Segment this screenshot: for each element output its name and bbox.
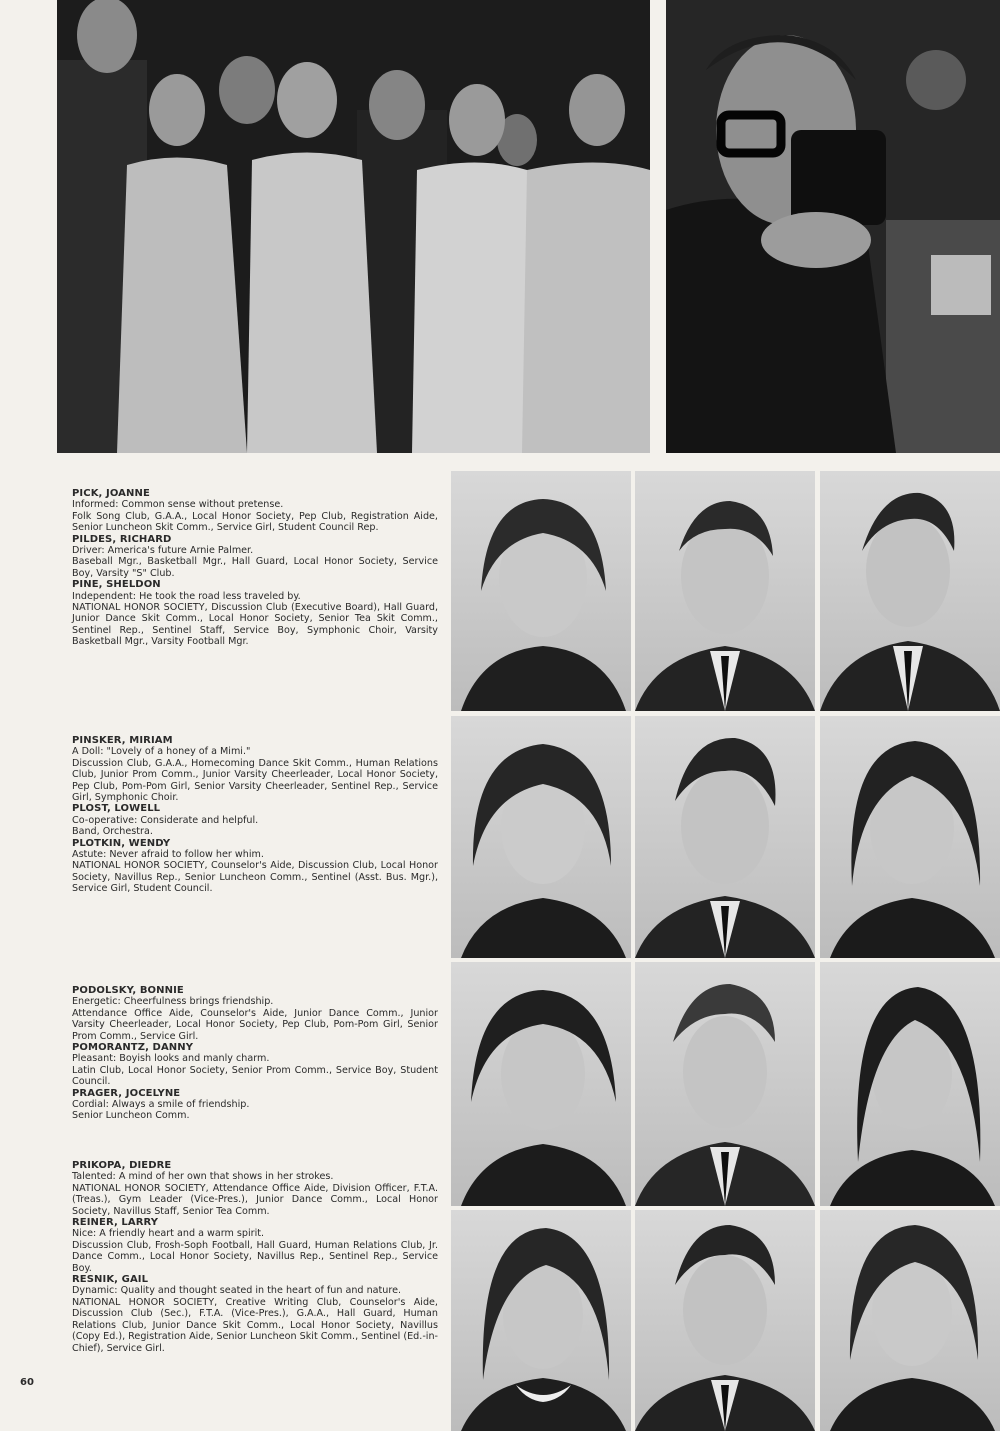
page-number: 60 [20,1377,34,1388]
portrait-prager-jocelyne [820,962,1000,1206]
entry-plotkin-wendy [72,838,438,895]
portrait-pinsker-miriam [451,716,631,958]
senior-name: PODOLSKY, BONNIE [72,985,184,996]
senior-activities: Folk Song Club, G.A.A., Local Honor Society, Pep Club, Registration Aide, Senior Luncheon Skit Comm., Service Girl, Student Council Rep. [72,510,438,534]
senior-activities: Senior Luncheon Comm. [72,1110,190,1122]
senior-activities: NATIONAL HONOR SOCIETY, Discussion Club (Executive Board), Hall Guard, Junior Dance Skit Comm., Local Honor Society, Senior Tea Skit Comm., Sentinel Rep., Sentinel Staff, Service Boy, Symphonic Choir, Varsity Basketball Mgr., Varsity Football Mgr. [72,602,438,648]
portrait-prikopa-diedre [451,1210,631,1431]
portrait-plost-lowell [635,716,815,958]
senior-motto: Cordial: Always a smile of friendship. [72,1099,250,1111]
senior-name: PICK, JOANNE [72,488,150,499]
senior-activities: Discussion Club, G.A.A., Homecoming Dance Skit Comm., Human Relations Club, Junior Prom Comm., Junior Varsity Cheerleader, Local Honor Society, Pep Club, Pom-Pom Girl, Senior Varsity Cheerleader, Sentinel Rep., Service Girl, Symphonic Choir. [72,757,438,804]
senior-name: RESNIK, GAIL [72,1274,149,1286]
senior-name: PILDES, RICHARD [72,533,172,545]
entry-pick-joanne [72,488,438,534]
senior-activities: NATIONAL HONOR SOCIETY, Attendance Office Aide, Division Officer, F.T.A. (Treas.), Gym Leader (Vice-Pres.), Junior Dance Comm., Local Honor Society, Navillus Staff, Senior Tea Comm. [72,1182,438,1217]
entry-resnik-gail [72,1274,438,1354]
entry-pine-sheldon [72,579,438,647]
senior-activities: NATIONAL HONOR SOCIETY, Creative Writing Club, Counselor's Aide, Discussion Club (Sec.), F.T.A. (Vice-Pres.), G.A.A., Hall Guard, Human Relations Club, Junior Dance Skit Comm., Local Honor Society, Navillus (Copy Ed.), Registration Aide, Senior Luncheon Skit Comm., Sentinel (Ed.-in-Chief), Service Girl. [72,1296,438,1354]
senior-activities: Band, Orchestra. [72,826,153,838]
entry-pomorantz-danny [72,1042,438,1088]
text-block-row-2 [72,735,438,895]
senior-motto: Energetic: Cheerfulness brings friendship. [72,996,274,1008]
text-block-row-3 [72,985,438,1122]
senior-activities: Latin Club, Local Honor Society, Senior Prom Comm., Service Boy, Student Council. [72,1064,438,1088]
entry-reiner-larry [72,1217,438,1274]
senior-name: PINE, SHELDON [72,579,161,591]
senior-motto: Talented: A mind of her own that shows in her strokes. [72,1171,334,1183]
choir-group-photo [57,0,650,453]
student-with-camera-photo [666,0,1000,453]
entry-prikopa-diedre [72,1160,438,1217]
choir-group-image [57,0,650,453]
entry-podolsky-bonnie [72,985,438,1042]
portrait-pildes-richard [635,471,815,711]
portrait-plotkin-wendy [820,716,1000,958]
portrait-reiner-larry [635,1210,815,1431]
senior-motto: A Doll: "Lovely of a honey of a Mimi." [72,746,251,758]
portrait-pick-joanne [451,471,631,711]
text-block-row-1 [72,488,438,648]
portrait-resnik-gail [820,1210,1000,1431]
senior-motto: Driver: America's future Arnie Palmer. [72,545,254,557]
entry-prager-jocelyne [72,1088,438,1122]
senior-name: PRAGER, JOCELYNE [72,1087,181,1099]
senior-motto: Dynamic: Quality and thought seated in the heart of fun and nature. [72,1285,402,1297]
senior-motto: Astute: Never afraid to follow her whim. [72,849,264,861]
portrait-pomorantz-danny [635,962,815,1206]
portrait-pine-sheldon [820,471,1000,711]
senior-name: PLOST, LOWELL [72,803,161,815]
senior-activities: Baseball Mgr., Basketball Mgr., Hall Guard, Local Honor Society, Service Boy, Varsity "S" Club. [72,556,438,579]
senior-name: PRIKOPA, DIEDRE [72,1160,172,1171]
senior-name: PINSKER, MIRIAM [72,735,173,746]
senior-motto: Informed: Common sense without pretense. [72,499,284,511]
senior-name: REINER, LARRY [72,1217,159,1229]
camera-student-image [666,0,1000,453]
portrait-podolsky-bonnie [451,962,631,1206]
entry-pinsker-miriam [72,735,438,803]
senior-motto: Nice: A friendly heart and a warm spirit. [72,1228,265,1240]
senior-motto: Independent: He took the road less traveled by. [72,590,301,602]
senior-name: PLOTKIN, WENDY [72,837,171,849]
senior-activities: Attendance Office Aide, Counselor's Aide, Junior Dance Comm., Junior Varsity Cheerleader, Local Honor Society, Pep Club, Pom-Pom Girl, Senior Prom Comm., Service Girl. [72,1007,438,1042]
senior-activities: Discussion Club, Frosh-Soph Football, Hall Guard, Human Relations Club, Jr. Dance Comm., Local Honor Society, Navillus Rep., Sentinel Rep., Service Boy. [72,1239,438,1274]
entry-pildes-richard [72,534,438,580]
senior-name: POMORANTZ, DANNY [72,1042,194,1054]
entry-plost-lowell [72,803,438,837]
text-block-row-4 [72,1160,438,1354]
senior-activities: NATIONAL HONOR SOCIETY, Counselor's Aide, Discussion Club, Local Honor Society, Navillus Rep., Senior Luncheon Comm., Sentinel (Asst. Bus. Mgr.), Service Girl, Student Council. [72,860,438,895]
senior-motto: Pleasant: Boyish looks and manly charm. [72,1053,270,1065]
senior-motto: Co-operative: Considerate and helpful. [72,814,259,826]
